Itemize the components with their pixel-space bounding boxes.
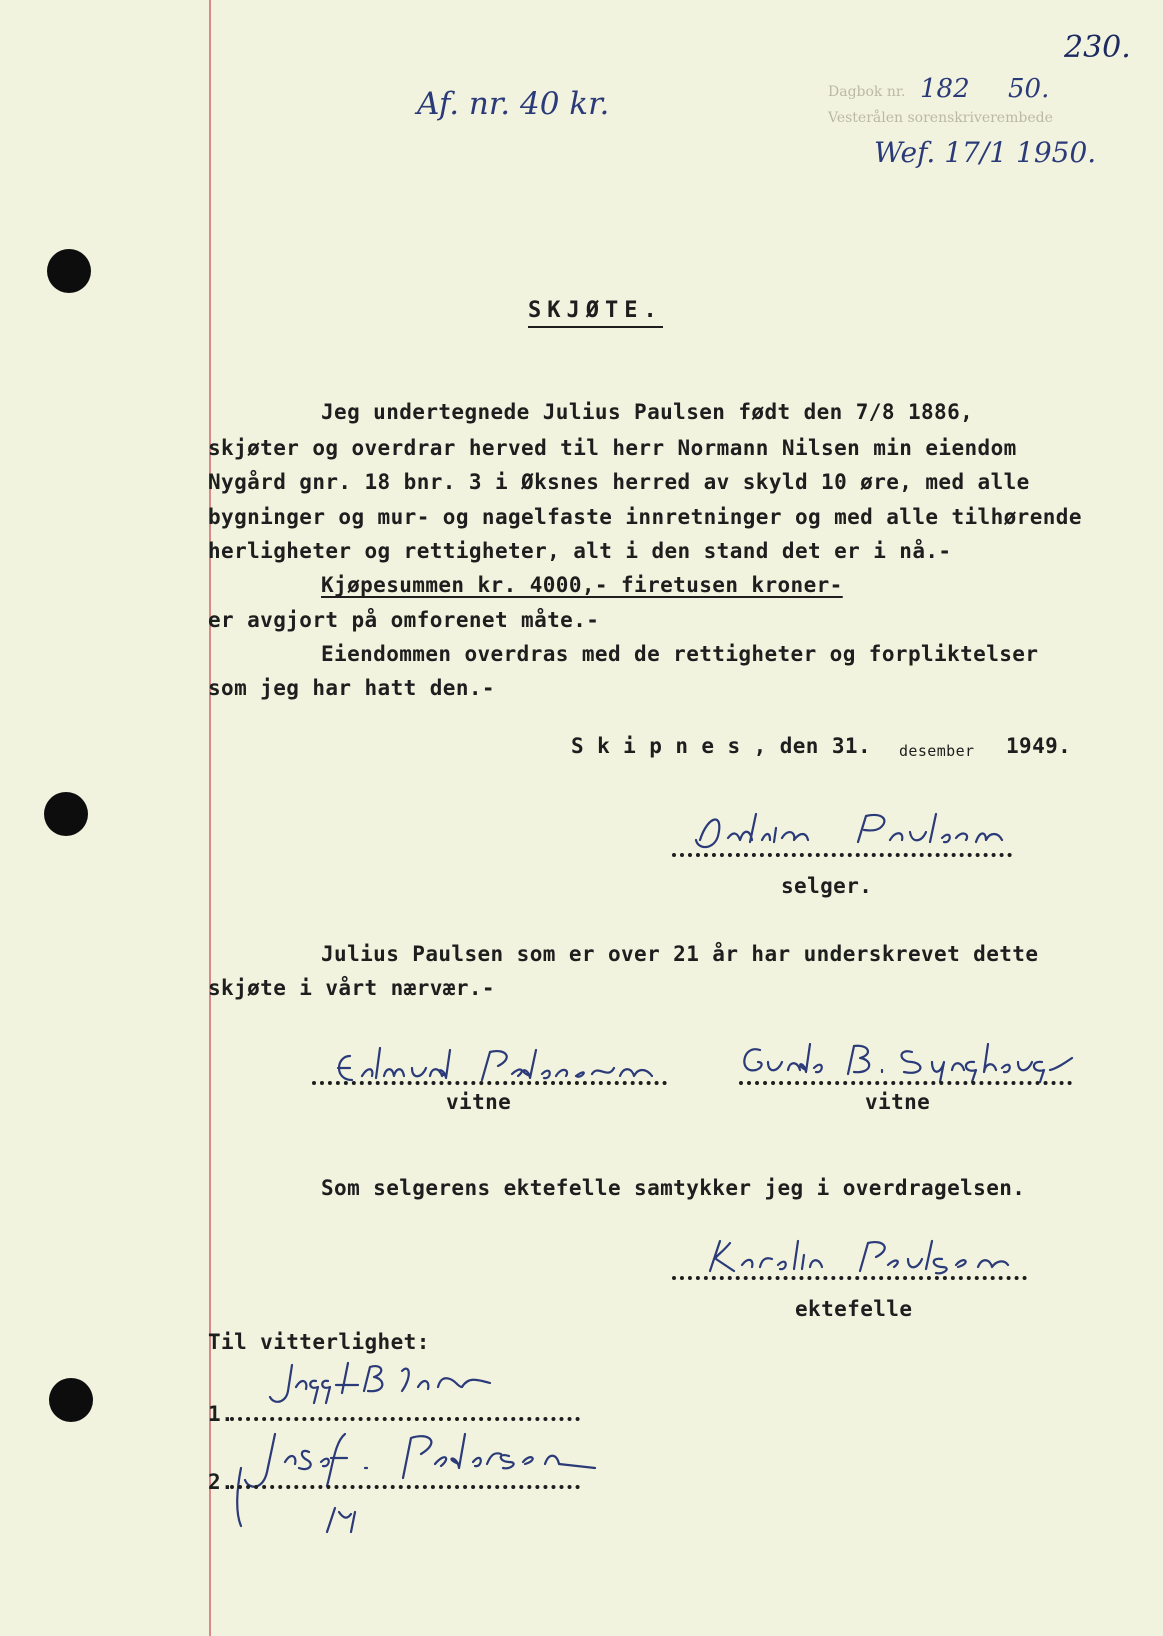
- body-line: skjøter og overdrar herved til herr Normann Nilsen min eiendom: [208, 436, 1017, 460]
- attestation-line: skjøte i vårt nærvær.-: [208, 976, 495, 1000]
- signature-line: [672, 1276, 1027, 1280]
- witness-label: vitne: [865, 1090, 931, 1114]
- body-line: som jeg har hatt den.-: [208, 676, 495, 700]
- body-line: Jeg undertegnede Julius Paulsen født den 7/8 1886,: [321, 400, 974, 424]
- stamp-office: Vesterålen sorenskriverembede: [828, 110, 1053, 126]
- spouse-label: ektefelle: [795, 1297, 913, 1321]
- body-line: bygninger og mur- og nagelfaste innretninger og med alle tilhørende: [208, 505, 1082, 529]
- stamp-dagbok-number: 182: [920, 74, 970, 104]
- date-year: 1949.: [1006, 734, 1072, 758]
- margin-line: [209, 0, 211, 1636]
- top-note: Af. nr. 40 kr.: [417, 86, 610, 122]
- purchase-price: Kjøpesummen kr. 4000,- firetusen kroner-: [321, 573, 843, 597]
- attestation-line: Julius Paulsen som er over 21 år har underskrevet dette: [321, 942, 1039, 966]
- place-date: S k i p n e s , den 31.: [571, 734, 871, 758]
- seller-label: selger.: [781, 874, 873, 898]
- page-number: 230.: [1064, 30, 1131, 65]
- witness-item-number: 1.: [208, 1402, 235, 1426]
- body-line: herligheter og rettigheter, alt i den stand det er i nå.-: [208, 539, 952, 563]
- seller-signature: [690, 810, 1020, 855]
- witness-item-number: 2.: [208, 1470, 235, 1494]
- punch-hole: [47, 249, 91, 293]
- witness-heading: Til vitterlighet:: [208, 1330, 430, 1354]
- signature-line: [739, 1081, 1072, 1085]
- witness-signature: [215, 1428, 645, 1538]
- stamp-tinglyst: Wef. 17/1 1950.: [874, 136, 1097, 169]
- witness-signature: [736, 1040, 1076, 1085]
- signature-line: [230, 1417, 580, 1421]
- spouse-consent: Som selgerens ektefelle samtykker jeg i overdragelsen.: [321, 1176, 1026, 1200]
- body-line: Nygård gnr. 18 bnr. 3 i Øksnes herred av skyld 10 øre, med alle: [208, 470, 1030, 494]
- signature-line: [312, 1081, 667, 1085]
- stamp-dagbok-label: Dagbok nr.: [828, 84, 906, 100]
- punch-hole: [44, 792, 88, 836]
- witness-label: vitne: [446, 1090, 512, 1114]
- signature-line: [672, 853, 1012, 857]
- date-month: desember: [899, 742, 975, 760]
- document-title: SKJØTE.: [528, 298, 663, 328]
- body-line: er avgjort på omforenet måte.-: [208, 608, 600, 632]
- punch-hole: [49, 1378, 93, 1422]
- signature-line: [230, 1485, 580, 1489]
- body-line: Eiendommen overdras med de rettigheter og forpliktelser: [321, 642, 1039, 666]
- stamp-dagbok-year: 50.: [1008, 74, 1050, 104]
